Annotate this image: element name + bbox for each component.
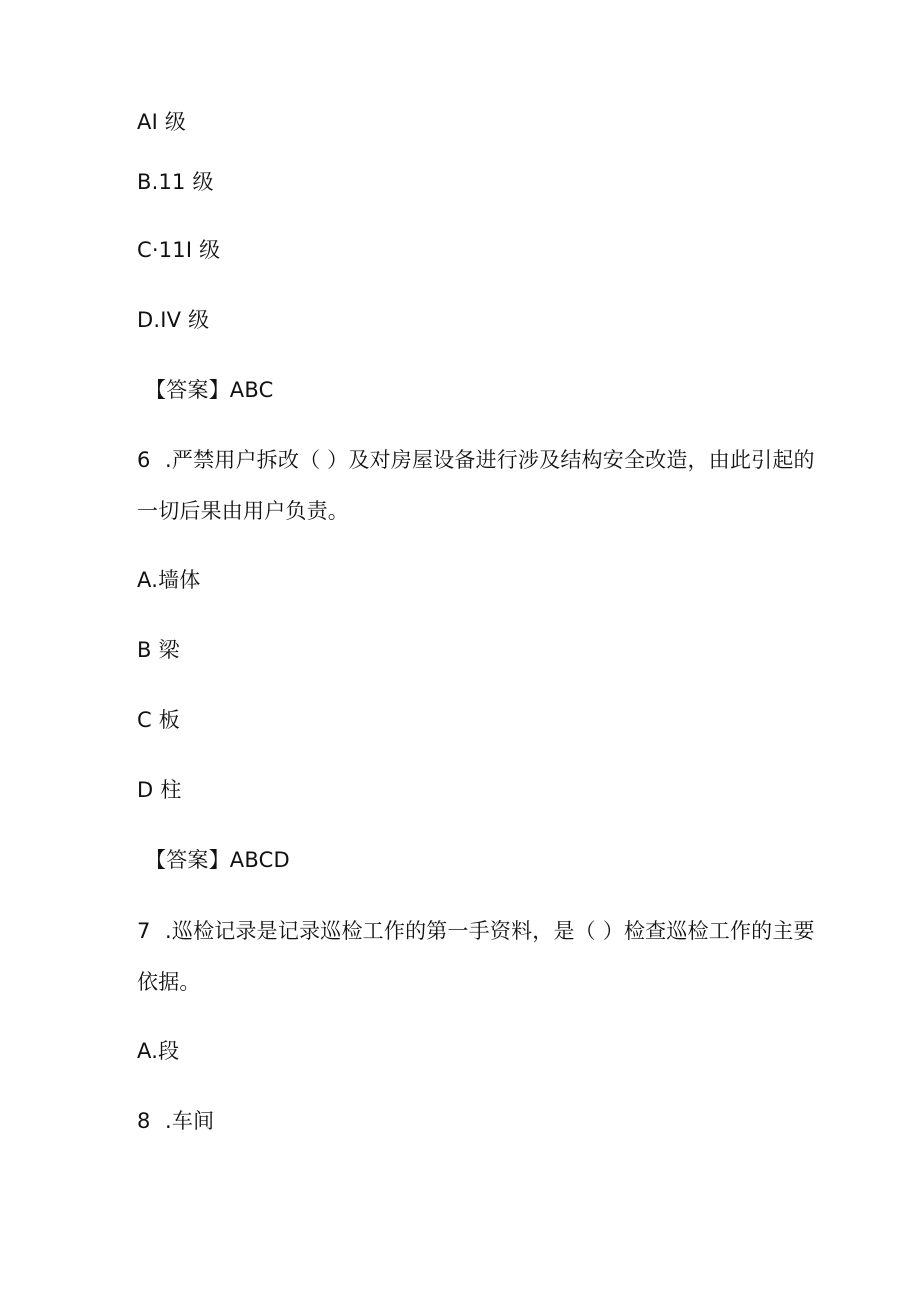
- answer-q5: 【答案】ABC: [145, 378, 274, 402]
- question-number: 6: [137, 448, 151, 472]
- question-7-line2: 依据。: [137, 970, 201, 994]
- option-q6-b: B 梁: [137, 638, 180, 662]
- question-text: .巡检记录是记录巡检工作的第一手资料，是（ ）检查巡检工作的主要: [165, 919, 815, 943]
- question-number: 7: [137, 919, 151, 943]
- answer-q6: 【答案】ABCD: [145, 848, 290, 872]
- question-6-line2: 一切后果由用户负责。: [137, 499, 349, 523]
- option-q5-b: B.11 级: [137, 170, 214, 194]
- question-text: .车间: [165, 1109, 215, 1133]
- option-q7-a: A.段: [137, 1039, 180, 1063]
- question-7-line1: [137, 918, 815, 944]
- question-text: .严禁用户拆改（ ）及对房屋设备进行涉及结构安全改造，由此引起的: [165, 448, 815, 472]
- option-q6-c: C 板: [137, 708, 180, 732]
- question-8-line1: [137, 1108, 214, 1134]
- option-q5-c: C·11I 级: [137, 238, 221, 262]
- option-q5-d: D.IV 级: [137, 308, 210, 332]
- question-6-line1: [137, 447, 815, 473]
- option-q6-d: D 柱: [137, 778, 182, 802]
- question-number: 8: [137, 1109, 151, 1133]
- option-q5-a: AI 级: [137, 110, 187, 134]
- option-q6-a: A.墙体: [137, 568, 201, 592]
